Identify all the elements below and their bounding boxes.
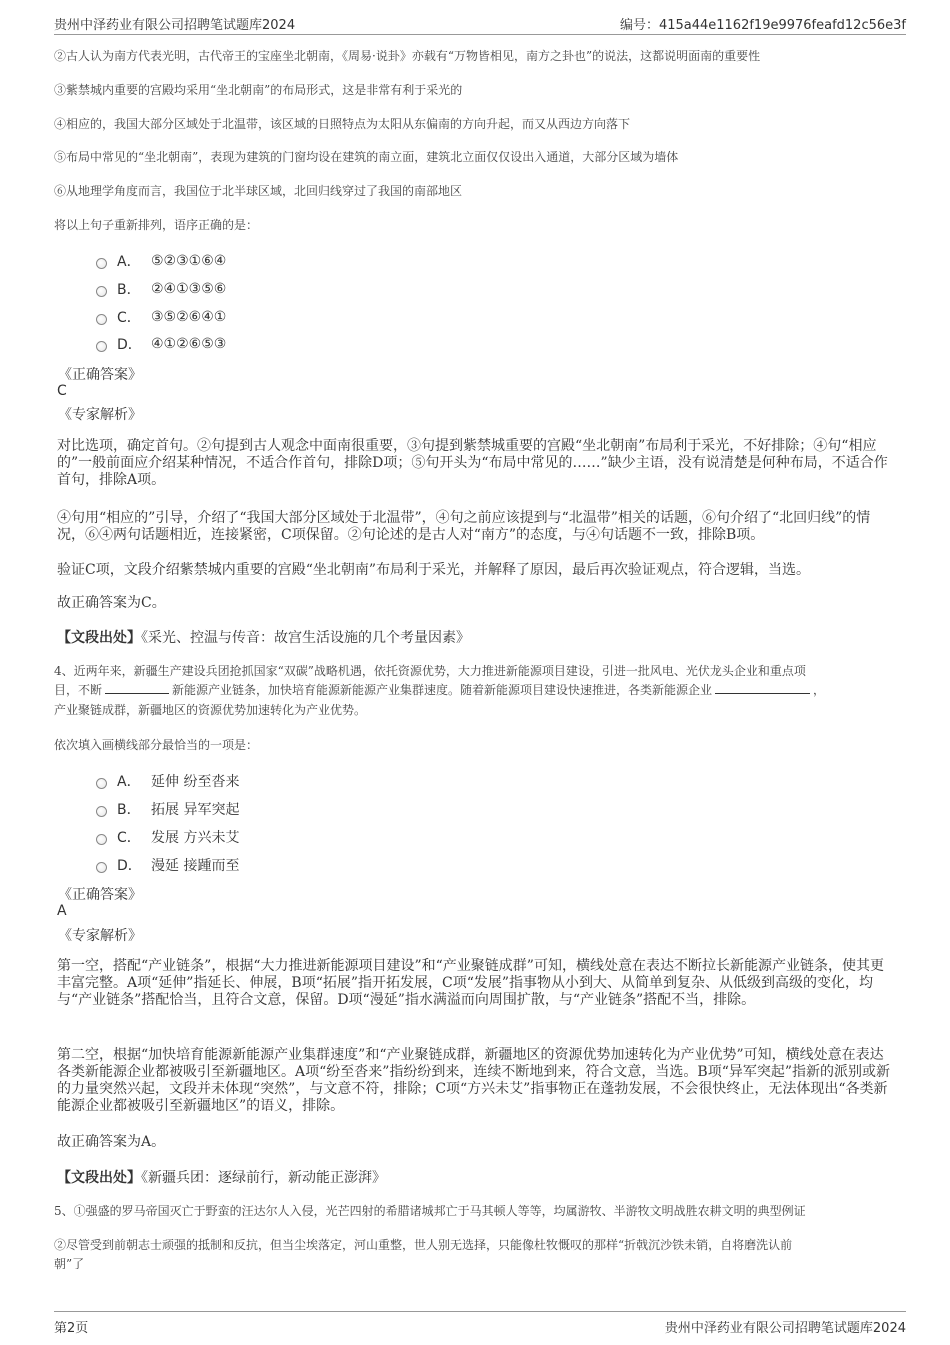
footer-title: 贵州中泽药业有限公司招聘笔试题库2024 [664,1321,906,1336]
q4-source [57,1167,386,1187]
radio-icon[interactable] [96,834,107,845]
q4-source-title: 《新疆兵团：逐绿前行，新动能正澎湃》 [141,1170,386,1186]
radio-icon[interactable] [96,341,107,352]
q5-statement-2-line2: 朝”了 [54,1257,85,1271]
q3-answer: C [57,383,67,399]
q3-prompt: 将以上句子重新排列，语序正确的是： [54,218,259,232]
q4-prompt: 依次填入画横线部分最恰当的一项是： [54,738,259,752]
q3-analysis-p3: 验证C项，文段介绍紫禁城内重要的宫殿“坐北朝南”布局利于采光，并解释了原因，最后再次验证观点，符合逻辑，当选。 [57,562,811,578]
q3-source-label: 【文段出处】 [57,630,141,646]
q4-analysis-p1: 第一空，搭配“产业链条”，根据“大力推进新能源项目建设”和“产业聚链成群”可知，横线处意在表达不断拉长新能源产业链条，使其更丰富完整。A项“延伸”指延长、伸展，B项“拓展”指开拓发展，C项“发展”指事物从小到大、从简单到复杂、从低级到高级的变化，均与“产业链条”搭配恰当，且符合文意，保留。D项“漫延”指水满溢而向周围扩散，与“产业链条”搭配不当，排除。 [57,958,884,1008]
q4-option-c[interactable]: C． 发展 方兴未艾 [96,827,239,847]
page-header [54,10,906,35]
page-footer [54,1311,906,1336]
q4-analysis-label: 《专家解析》 [58,928,142,944]
q3-statement-3: ③紫禁城内重要的宫殿均采用“坐北朝南”的布局形式，这是非常有利于采光的 [54,83,463,97]
q5-statement-1: 5、①强盛的罗马帝国灭亡于野蛮的汪达尔人入侵，光芒四射的希腊诸城邦亡于马其顿人等等，均属游牧、半游牧文明战胜农耕文明的典型例证 [54,1204,806,1218]
radio-icon[interactable] [96,778,107,789]
q3-statement-6: ⑥从地理学角度而言，我国位于北半球区域，北回归线穿过了我国的南部地区 [54,184,463,198]
q4-option-b[interactable]: B． 拓展 异军突起 [96,799,239,819]
blank-2 [715,681,810,694]
q4-answer: A [57,903,67,919]
q3-option-d[interactable]: D． ④①②⑥⑤③ [96,334,226,354]
q3-statement-5: ⑤布局中常见的“坐北朝南”，表现为建筑的门窗均设在建筑的南立面，建筑北立面仅仅设出入通道，大部分区域为墙体 [54,150,679,164]
radio-icon[interactable] [96,806,107,817]
q3-answer-label: 《正确答案》 [58,367,142,383]
blank-1 [105,681,169,694]
q3-option-b[interactable]: B． ②④①③⑤⑥ [96,279,226,299]
q4-option-d[interactable]: D． 漫延 接踵而至 [96,855,239,875]
q3-option-c[interactable]: C． ③⑤②⑥④① [96,307,226,327]
q4-stem-line2: 目，不断 新能源产业链条，加快培育能源新能源产业集群速度。随着新能源项目建设快速推进，各类新能源企业 ， [54,683,826,697]
q4-analysis-p3: 故正确答案为A。 [57,1134,166,1150]
q3-statement-4: ④相应的，我国大部分区域处于北温带，该区域的日照特点为太阳从东偏南的方向升起，而又从西边方向落下 [54,117,631,131]
q4-option-a[interactable]: A． 延伸 纷至沓来 [96,771,239,791]
q3-statement-2: ②古人认为南方代表光明，古代帝王的宝座坐北朝南，《周易·说卦》亦载有“万物皆相见，南方之卦也”的说法，这都说明面南的重要性 [54,49,761,63]
q4-analysis-p2: 第二空，根据“加快培育能源新能源产业集群速度”和“产业聚链成群，新疆地区的资源优势加速转化为产业优势”可知，横线处意在表达各类新能源企业都被吸引至新疆地区。A项“纷至沓来”指纷纷到来，连续不断地到来，符合文意，当选。B项“异军突起”指新的派别或新的力量突然兴起，文段并未体现“突然”，与文意不符，排除；C项“方兴未艾”指事物正在蓬勃发展，不会很快终止，无法体现出“各类新能源企业都被吸引至新疆地区”的语义，排除。 [57,1047,891,1114]
q4-answer-label: 《正确答案》 [58,887,142,903]
radio-icon[interactable] [96,258,107,269]
q4-stem-line1: 4、近两年来，新疆生产建设兵团抢抓国家“双碳”战略机遇，依托资源优势，大力推进新能源项目建设，引进一批风电、光伏龙头企业和重点项 [54,664,806,678]
q3-analysis-p2: ④句用“相应的”引导，介绍了“我国大部分区域处于北温带”，④句之前应该提到与“北温带”相关的话题，⑥句介绍了“北回归线”的情况，⑥④两句话题相近，连接紧密，C项保留。②句论述的是古人对“南方”的态度，与④句话题不一致，排除B项。 [57,510,871,543]
q3-analysis-p4: 故正确答案为C。 [57,595,166,611]
q3-source-title: 《采光、控温与传音：故宫生活设施的几个考量因素》 [141,630,470,646]
radio-icon[interactable] [96,286,107,297]
q3-source [57,627,470,647]
page-number: 第2页 [54,1321,89,1336]
q4-source-label: 【文段出处】 [57,1170,141,1186]
q3-analysis-p1: 对比选项，确定首句。②句提到古人观念中面南很重要，③句提到紫禁城重要的宫殿“坐北朝南”布局利于采光，不好排除；④句“相应的”一般前面应介绍某种情况，不适合作首句，排除D项；⑤句开头为“布局中常见的……”缺少主语，没有说清楚是何种布局，不适合作首句，排除A项。 [57,438,888,488]
header-title: 贵州中泽药业有限公司招聘笔试题库2024 [54,18,296,33]
q5-statement-2-line1: ②尽管受到前朝志士顽强的抵制和反抗，但当尘埃落定，河山重整，世人别无选择，只能像杜牧慨叹的那样“折戟沉沙铁未销，自将磨洗认前 [54,1238,793,1252]
radio-icon[interactable] [96,862,107,873]
header-doc-id: 编号：415a44e1162f19e9976feafd12c56e3f [619,18,906,33]
q4-stem-line3: 产业聚链成群，新疆地区的资源优势加速转化为产业优势。 [54,703,367,717]
radio-icon[interactable] [96,314,107,325]
q3-option-a[interactable]: A． ⑤②③①⑥④ [96,251,226,271]
q3-analysis-label: 《专家解析》 [58,407,142,423]
